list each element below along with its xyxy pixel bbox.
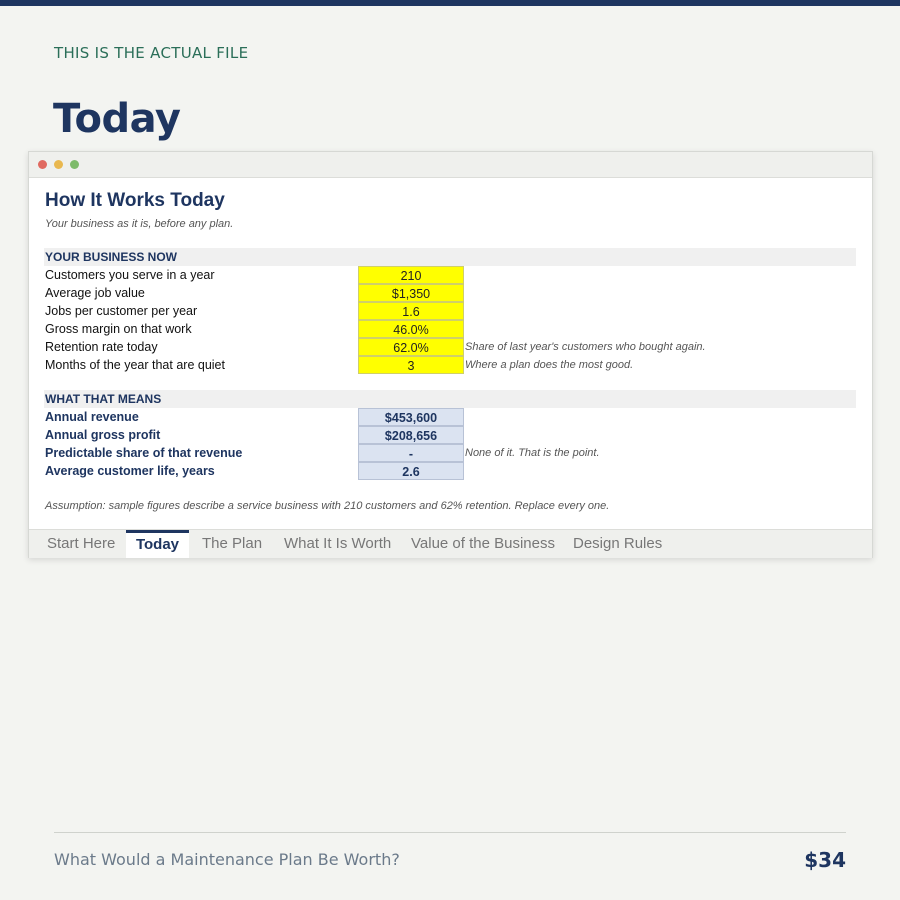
row-label: Customers you serve in a year [45, 268, 215, 282]
tab-start-here[interactable]: Start Here [47, 535, 116, 552]
row-label: Gross margin on that work [45, 322, 192, 336]
tab-design-rules[interactable]: Design Rules [573, 535, 663, 552]
row-label: Predictable share of that revenue [45, 446, 243, 460]
sheet-subtitle: Your business as it is, before any plan. [45, 218, 234, 230]
row-label: Average customer life, years [45, 464, 215, 478]
table-row [45, 266, 857, 284]
row-label: Average job value [45, 286, 145, 300]
section-heading-business-now: YOUR BUSINESS NOW [44, 248, 856, 266]
input-cell[interactable]: 210 [358, 266, 464, 284]
assumption-note: Assumption: sample figures describe a service business with 210 customers and 62% retention. Replace every one. [45, 500, 610, 512]
footer-title: What Would a Maintenance Plan Be Worth? [54, 850, 400, 869]
output-cell[interactable]: $453,600 [358, 408, 464, 426]
tab-the-plan[interactable]: The Plan [202, 535, 263, 552]
input-cell[interactable]: 3 [358, 356, 464, 374]
table-row [45, 284, 857, 302]
row-label: Retention rate today [45, 340, 158, 354]
row-label: Months of the year that are quiet [45, 358, 225, 372]
table-row [45, 338, 857, 356]
sheet-area [29, 178, 872, 529]
tab-what-it-is-worth[interactable]: What It Is Worth [284, 535, 392, 552]
tab-today[interactable]: Today [126, 530, 189, 558]
output-cell[interactable]: 2.6 [358, 462, 464, 480]
spreadsheet-window [28, 151, 873, 558]
input-cell[interactable]: 1.6 [358, 302, 464, 320]
sheet-title: How It Works Today [45, 190, 225, 211]
tab-value-of-the-business[interactable]: Value of the Business [411, 535, 555, 552]
minimize-window-dot-icon[interactable] [54, 160, 63, 169]
footer-price: $34 [804, 848, 846, 872]
maximize-window-dot-icon[interactable] [70, 160, 79, 169]
page-title: Today [53, 96, 181, 142]
row-label: Jobs per customer per year [45, 304, 198, 318]
output-cell[interactable]: - [358, 444, 464, 462]
table-row [45, 426, 857, 444]
section-heading-what-that-means: WHAT THAT MEANS [44, 390, 856, 408]
input-cell[interactable]: 46.0% [358, 320, 464, 338]
table-row [45, 320, 857, 338]
table-row [45, 462, 857, 480]
sheet-tabs-bar [29, 529, 872, 558]
row-note: Share of last year's customers who bought again. [465, 341, 706, 353]
input-cell[interactable]: $1,350 [358, 284, 464, 302]
window-titlebar [29, 152, 872, 178]
top-accent-bar [0, 0, 900, 6]
footer-divider [54, 832, 846, 833]
eyebrow-text: THIS IS THE ACTUAL FILE [54, 44, 249, 62]
table-row [45, 408, 857, 426]
table-row [45, 356, 857, 374]
output-cell[interactable]: $208,656 [358, 426, 464, 444]
row-label: Annual gross profit [45, 428, 161, 442]
table-row [45, 444, 857, 462]
row-note: Where a plan does the most good. [465, 359, 634, 371]
close-window-dot-icon[interactable] [38, 160, 47, 169]
row-label: Annual revenue [45, 410, 139, 424]
table-row [45, 302, 857, 320]
input-cell[interactable]: 62.0% [358, 338, 464, 356]
row-note: None of it. That is the point. [465, 447, 600, 459]
